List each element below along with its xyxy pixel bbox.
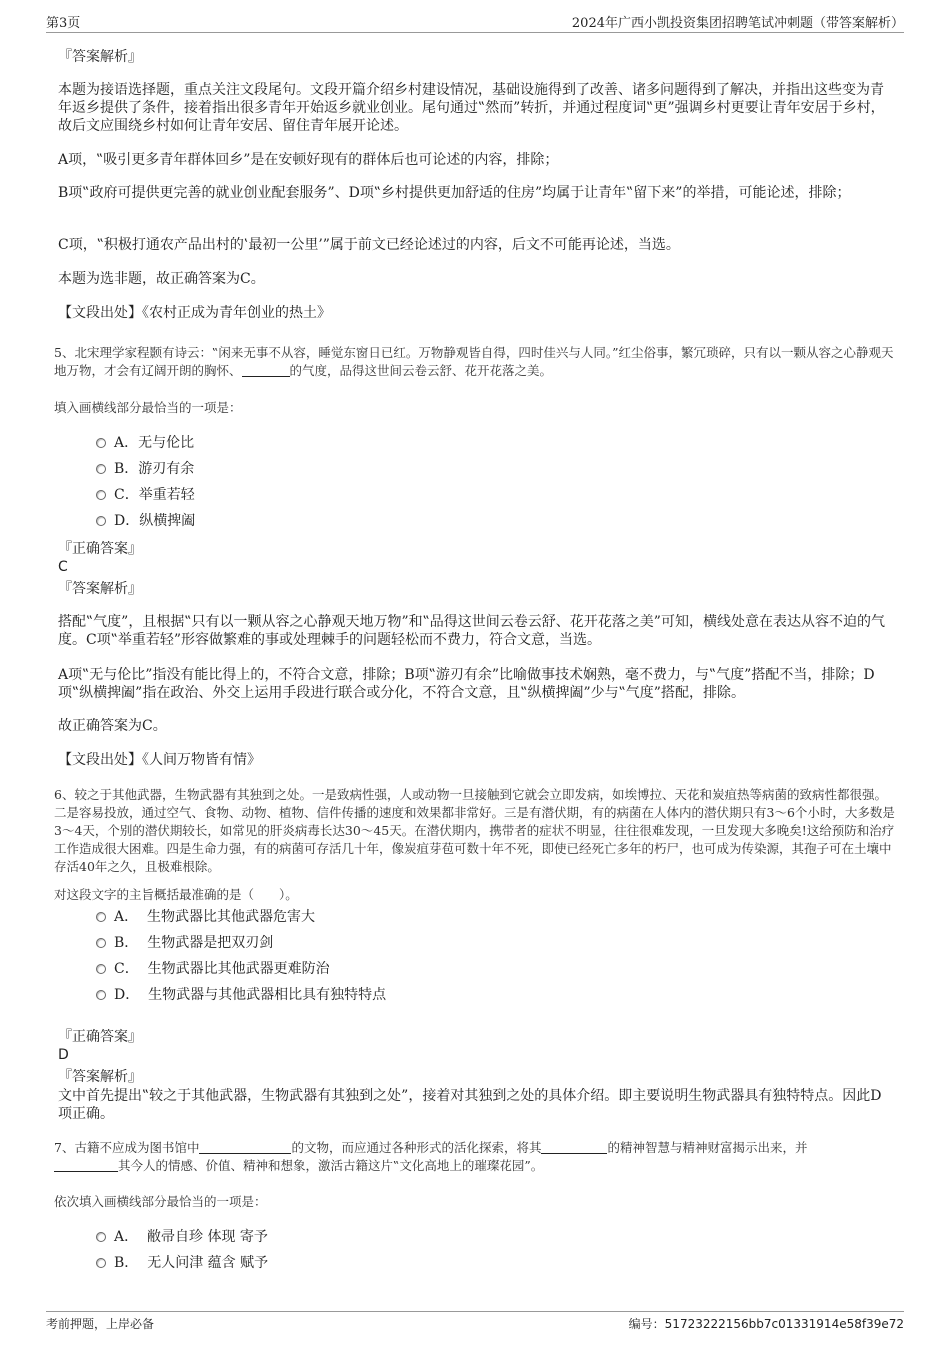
radio-icon[interactable] [96, 516, 106, 526]
analysis-label: 『答案解析』 [58, 49, 142, 65]
option-b[interactable]: B． 无人问津 蕴含 赋予 [96, 1254, 268, 1272]
blank-line [242, 364, 290, 377]
question-stem: 5、北宋理学家程颢有诗云：‟闲来无事不从容，睡觉东窗日已红。万物静观皆自得，四时佳兴与人同。”红尘俗事，繁冗琐碎，只有以一颗从容之心静观天地万物，才会有辽阔开朗的胸怀、 的气度，品得这世间云卷云舒、花开花落之美。 [54, 345, 894, 378]
analysis-paragraph: B项‟政府可提供更完善的就业创业配套服务”、D项‟乡村提供更加舒适的住房”均属于让青年‟留下来”的举措，可能论述，排除； [58, 185, 851, 201]
source-citation: 【文段出处】《人间万物皆有情》 [58, 752, 261, 768]
option-c[interactable]: C． 生物武器比其他武器更难防治 [96, 960, 330, 978]
answer-label: 『正确答案』 [58, 541, 142, 557]
option-c[interactable]: C．举重若轻 [96, 486, 195, 504]
analysis-paragraph: 文中首先提出‟较之于其他武器，生物武器有其独到之处”，接着对其独到之处的具体介绍。即主要说明生物武器具有独特特点。因此D项正确。 [58, 1088, 882, 1122]
radio-icon[interactable] [96, 464, 106, 474]
answer-label: 『正确答案』 [58, 1029, 142, 1045]
analysis-paragraph: 本题为接语选择题，重点关注文段尾句。文段开篇介绍乡村建设情况，基础设施得到了改善、诸多问题得到了解决，并指出这些变为青年返乡提供了条件，接着指出很多青年开始返乡就业创业。尾句通过‟然而”转折，并通过程度词‟更”强调乡村更要让青年安居于乡村，故后文应围绕乡村如何让青年安居、留住青年展开论述。 [58, 82, 885, 134]
radio-icon[interactable] [96, 912, 106, 922]
analysis-paragraph: A项‟无与伦比”指没有能比得上的，不符合文意，排除；B项‟游刃有余”比喻做事技术娴熟，毫不费力，与‟气度”搭配不当，排除；D项‟纵横捭阖”指在政治、外交上运用手段进行联合或分化，不符合文意，且‟纵横捭阖”少与‟气度”搭配，排除。 [58, 667, 875, 701]
document-code: 编号：51723222156bb7c01331914e58f39e72 [628, 1317, 904, 1331]
radio-icon[interactable] [96, 438, 106, 448]
option-a[interactable]: A． 生物武器比其他武器危害大 [96, 908, 315, 926]
radio-icon[interactable] [96, 1258, 106, 1268]
option-b[interactable]: B． 生物武器是把双刃剑 [96, 934, 273, 952]
analysis-conclusion: 本题为选非题，故正确答案为C。 [58, 271, 265, 287]
option-a[interactable]: A．无与伦比 [96, 434, 194, 452]
option-a[interactable]: A． 敝帚自珍 体现 寄予 [96, 1228, 268, 1246]
radio-icon[interactable] [96, 1232, 106, 1242]
radio-icon[interactable] [96, 990, 106, 1000]
question-stem: 7、古籍不应成为图书馆中 的文物，而应通过各种形式的活化探索，将其 的精神智慧与精神财富揭示出来，并 其今人的情感、价值、精神和想象，激活古籍这片‟文化高地上的璀璨花园”。 [54, 1140, 808, 1173]
analysis-label: 『答案解析』 [58, 581, 142, 597]
question-prompt: 对这段文字的主旨概括最准确的是（ ）。 [54, 887, 298, 902]
analysis-paragraph: A项，‟吸引更多青年群体回乡”是在安顿好现有的群体后也可论述的内容，排除； [58, 152, 559, 168]
page-footer [46, 1311, 904, 1331]
option-d[interactable]: D．纵横捭阖 [96, 512, 195, 530]
radio-icon[interactable] [96, 964, 106, 974]
page-number: 第3页 [46, 16, 81, 31]
document-title: 2024年广西小凯投资集团招聘笔试冲刺题（带答案解析） [571, 16, 904, 31]
correct-answer: D [58, 1047, 69, 1063]
source-citation: 【文段出处】《农村正成为青年创业的热土》 [58, 305, 331, 321]
question-stem: 6、较之于其他武器，生物武器有其独到之处。一是致病性强，人或动物一旦接触到它就会立即发病，如埃博拉、天花和炭疽热等病菌的致病性都很强。二是容易投放，通过空气、食物、动物、植物、信件传播的速度和效果都非常好。三是有潜伏期，有的病菌在人体内的潜伏期只有3～6个小时，大多数是3～4天，个别的潜伏期较长，如常见的肝炎病毒长达30～45天。在潜伏期内，携带者的症状不明显，往往很难发现，一旦发现大多晚矣!这给预防和治疗工作造成很大困难。四是生命力强，有的病菌可存活几十年，像炭疽芽苞可数十年不死，即使已经死亡多年的朽尸，也可成为传染源，其孢子可在土壤中存活40年之久，且极难根除。 [54, 787, 895, 874]
analysis-label: 『答案解析』 [58, 1069, 142, 1085]
analysis-conclusion: 故正确答案为C。 [58, 718, 167, 734]
question-prompt: 依次填入画横线部分最恰当的一项是： [54, 1194, 267, 1209]
blank-line [541, 1141, 607, 1154]
option-b[interactable]: B．游刃有余 [96, 460, 194, 478]
blank-line [199, 1141, 291, 1154]
question-prompt: 填入画横线部分最恰当的一项是： [54, 400, 242, 415]
option-d[interactable]: D． 生物武器与其他武器相比具有独特特点 [96, 986, 386, 1004]
radio-icon[interactable] [96, 938, 106, 948]
page-header [46, 10, 904, 33]
analysis-paragraph: 搭配‟气度”，且根据‟只有以一颗从容之心静观天地万物”和‟品得这世间云卷云舒、花开花落之美”可知，横线处意在表达从容不迫的气度。C项‟举重若轻”形容做繁难的事或处理棘手的问题轻松而不费力，符合文意，当选。 [58, 614, 885, 648]
radio-icon[interactable] [96, 490, 106, 500]
analysis-paragraph: C项，‟积极打通农产品出村的‛最初一公里’”属于前文已经论述过的内容，后文不可能再论述，当选。 [58, 237, 680, 253]
blank-line [54, 1159, 118, 1172]
footer-slogan: 考前押题，上岸必备 [46, 1317, 155, 1331]
correct-answer: C [58, 559, 68, 575]
